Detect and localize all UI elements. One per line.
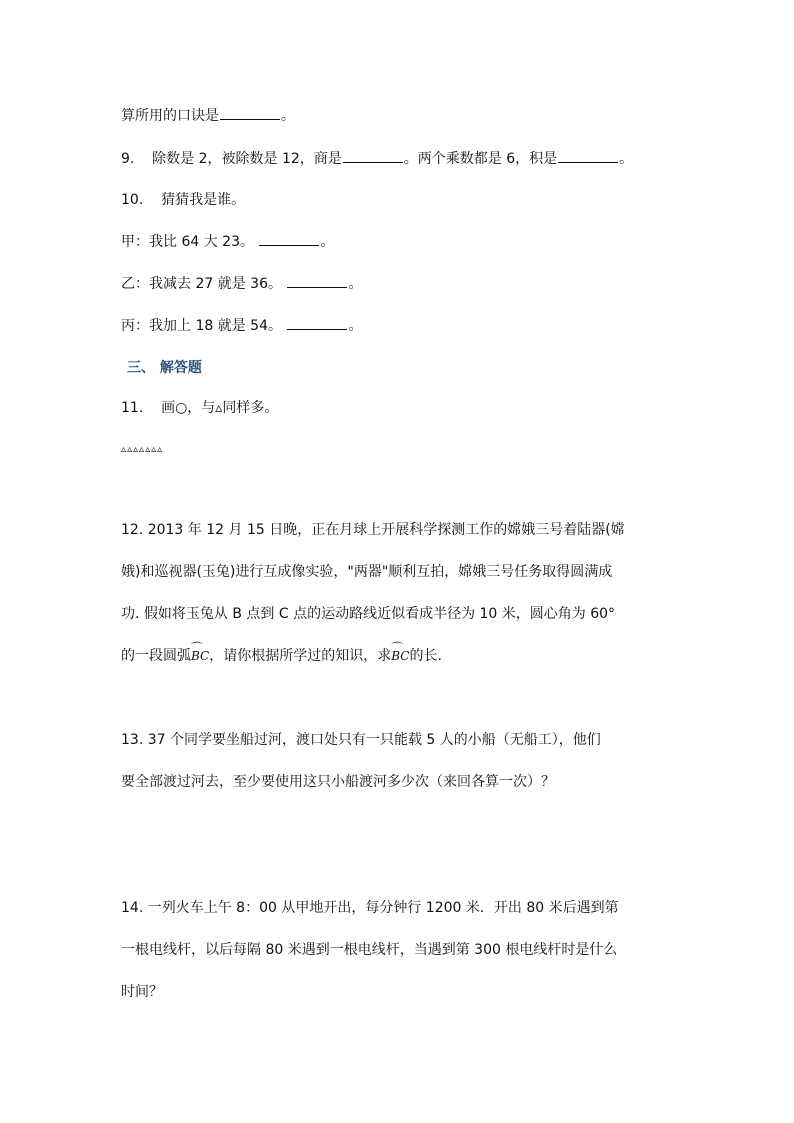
jia-text: 甲：我比 64 大 23。 [121, 234, 254, 250]
q9-number: 9. [121, 151, 135, 167]
q13-line2: 要全部渡过河去，至少要使用这只小船渡河多少次（来回各算一次）？ [121, 774, 555, 790]
punct: 。 [320, 234, 335, 250]
answer-blank[interactable] [259, 233, 319, 246]
answer-blank[interactable] [287, 275, 347, 288]
arc-bc-symbol: ⌒ BC [391, 649, 409, 663]
q11-number: 11. [121, 400, 144, 416]
answer-blank[interactable] [220, 107, 280, 120]
q10-jia [121, 233, 334, 251]
q14-line3: 时间？ [121, 984, 163, 1000]
question-9 [121, 150, 633, 168]
q12-text-a: 的一段圆弧 [121, 648, 191, 664]
answer-blank[interactable] [287, 317, 347, 330]
punct: 。 [281, 108, 295, 124]
q8-text: 算所用的口诀是 [121, 108, 219, 124]
answer-blank[interactable] [343, 150, 403, 163]
q12-line3: 功. 假如将玉兔从 B 点到 C 点的运动路线近似看成半径为 10 米，圆心角为 60° [121, 606, 616, 622]
q9-text-a: 除数是 2，被除数是 12，商是 [152, 151, 342, 167]
punct: 。 [348, 318, 363, 334]
q8-continuation [121, 107, 295, 125]
q12-line1: 12. 2013 年 12 月 15 日晚，正在月球上开展科学探测工作的嫦娥三号着陆器(嫦 [121, 522, 625, 538]
question-10 [121, 191, 245, 209]
q13-line1: 13. 37 个同学要坐船过河，渡口处只有一只能载 5 人的小船（无船工），他们 [121, 732, 601, 748]
punct: 。 [348, 276, 363, 292]
q12-text-c: 的长. [409, 648, 442, 664]
q14-line2: 一根电线杆，以后每隔 80 米遇到一根电线杆，当遇到第 300 根电线杆时是什么 [121, 942, 618, 958]
triangle-row: ▵▵▵▵▵▵▵ [121, 444, 164, 455]
q10-text: 猜猜我是谁。 [161, 192, 246, 208]
q12-text-b: ，请你根据所学过的知识，求 [209, 648, 392, 664]
q9-text-b: 。两个乘数都是 6，积是 [403, 151, 558, 167]
q14-line1: 14. 一列火车上午 8：00 从甲地开出，每分钟行 1200 米．开出 80 米后遇到第 [121, 900, 619, 916]
q10-yi [121, 275, 362, 293]
yi-text: 乙：我减去 27 就是 36。 [121, 276, 282, 292]
arc-bc-symbol: ⌒ BC [191, 649, 209, 663]
question-11 [121, 399, 278, 417]
q12-line2: 娥)和巡视器(玉兔)进行互成像实验，"两器"顺利互拍，嫦娥三号任务取得圆满成 [121, 564, 613, 580]
section-heading: 三、 解答题 [127, 360, 202, 376]
punct: 。 [619, 151, 634, 167]
q10-bing [121, 317, 362, 335]
q12-line4 [121, 647, 442, 665]
q11-text: 画○，与▵同样多。 [161, 400, 279, 416]
bing-text: 丙：我加上 18 就是 54。 [121, 318, 282, 334]
answer-blank[interactable] [558, 150, 618, 163]
q10-number: 10. [121, 192, 144, 208]
